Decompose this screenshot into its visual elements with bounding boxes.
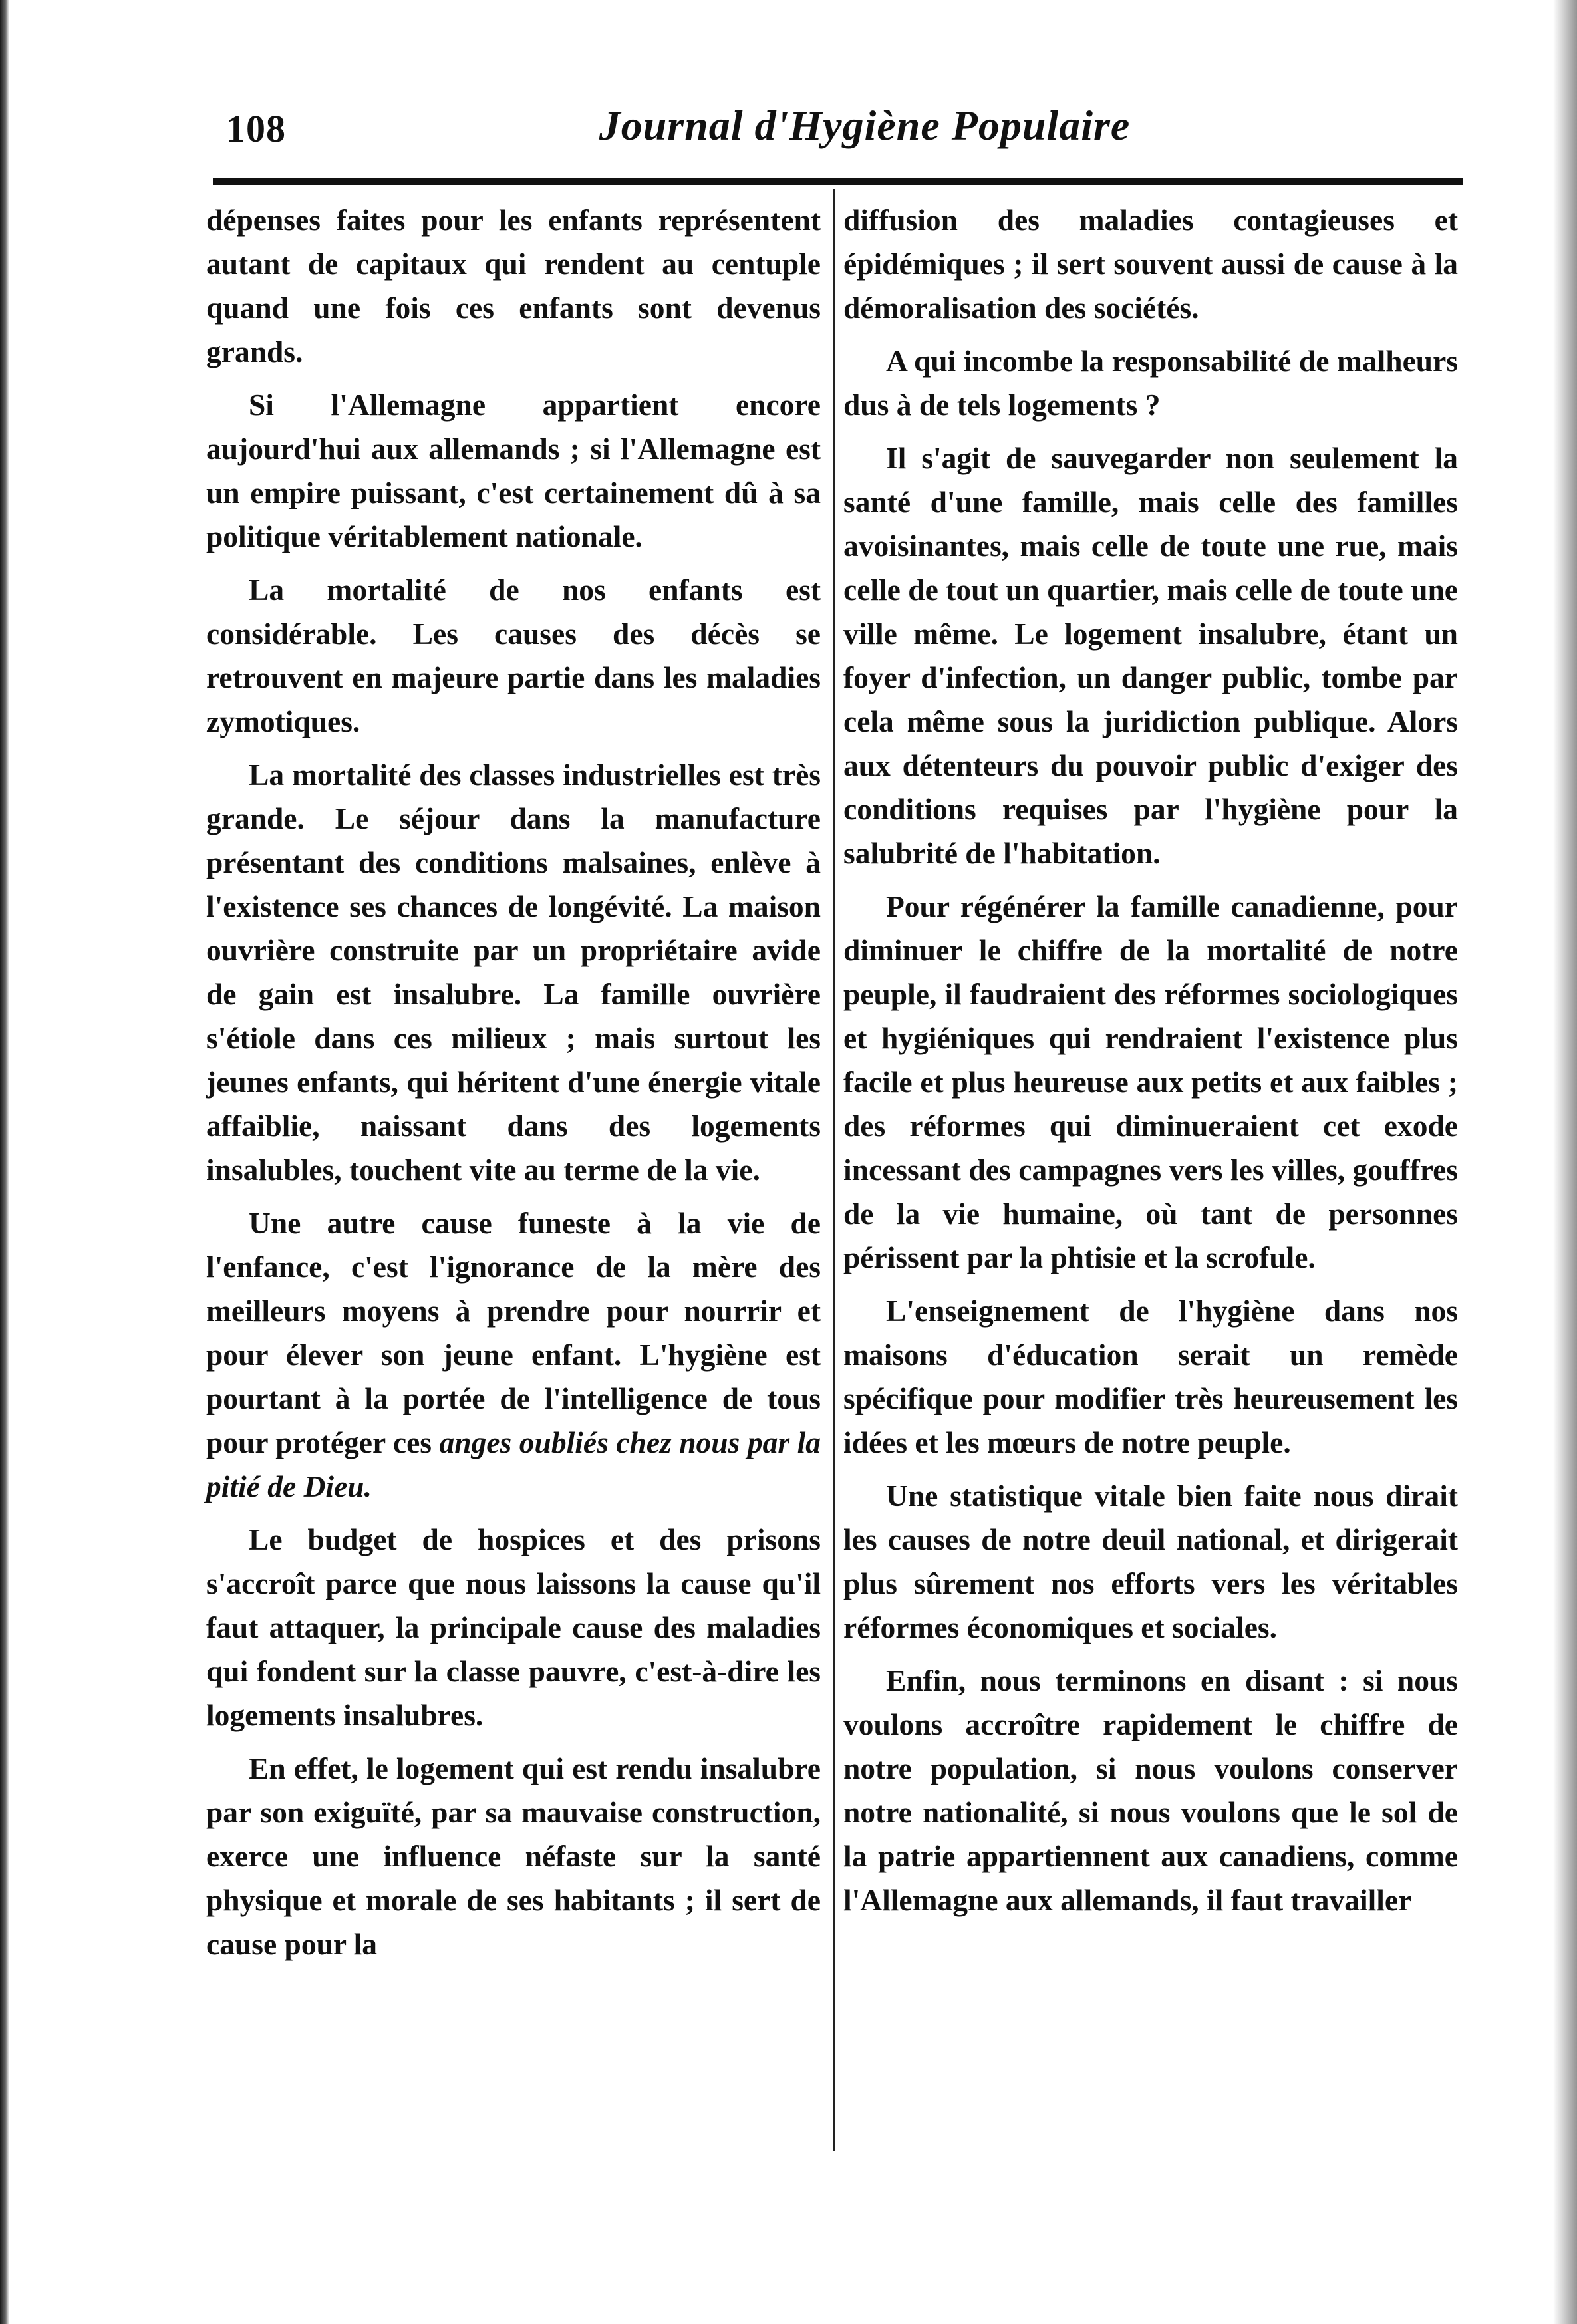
- emphasized-text: anges oubliés chez nous par la pitié de Dieu.: [206, 1425, 821, 1503]
- paragraph-with-emphasis: [206, 1201, 821, 1509]
- paragraph: Enfin, nous terminons en disant : si nous voulons accroître rapidement le chiffre de notre population, si nous voulons conserver notre nationalité, si nous voulons que le sol de la patrie appartiennent aux canadiens, comme l'Allemagne aux allemands, il faut travailler: [843, 1664, 1458, 1917]
- paragraph-text: Une autre cause funeste à la vie de l'enfance, c'est l'ignorance de la mère des meilleurs moyens à prendre pour nourrir et pour élever son jeune enfant. L'hygiène est pourtant à la portée de l'intelligence de tous pour protéger ces: [206, 1206, 821, 1459]
- running-head: [200, 93, 1477, 166]
- paragraph: Une statistique vitale bien faite nous dirait les causes de notre deuil national, et dirigerait plus sûrement nos efforts vers les véritables réformes économiques et sociales.: [843, 1479, 1458, 1644]
- page-number: 108: [226, 107, 286, 150]
- paragraph: La mortalité des classes industrielles est très grande. Le séjour dans la manufacture présentant des conditions malsaines, enlève à l'existence ses chances de longévité. La maison ouvrière construite par un propriétaire avide de gain est insalubre. La famille ouvrière s'étiole dans ces milieux ; mais surtout les jeunes enfants, qui héritent d'une énergie vitale affaiblie, naissant dans des logements insalubles, touchent vite au terme de la vie.: [206, 758, 821, 1187]
- column-divider: [833, 189, 835, 2151]
- journal-title: Journal d'Hygiène Populaire: [599, 102, 1131, 149]
- paragraph: Pour régénérer la famille canadienne, pour diminuer le chiffre de la mortalité de notre peuple, il faudraient des réformes sociologiques et hygiéniques qui rendraient l'existence plus facile et plus heureuse aux petits et aux faibles ; des réformes qui diminueraient cet exode incessant des campagnes vers les villes, gouffres de la vie humaine, où tant de personnes périssent par la phtisie et la scrofule.: [843, 889, 1458, 1274]
- paragraph: diffusion des maladies contagieuses et épidémiques ; il sert souvent aussi de cause à la démoralisation des sociétés.: [843, 203, 1458, 325]
- paragraph: A qui incombe la responsabilité de malheurs dus à de tels logements ?: [843, 344, 1458, 422]
- right-column: [843, 198, 1458, 1922]
- paragraph: dépenses faites pour les enfants représentent autant de capitaux qui rendent au centuple quand une fois ces enfants sont devenus grands.: [206, 203, 821, 368]
- page-edge-shadow-left: [0, 0, 9, 2324]
- paragraph: En effet, le logement qui est rendu insalubre par son exiguïté, par sa mauvaise construction, exerce une influence néfaste sur la santé physique et morale de ses habitants ; il sert de cause pour la: [206, 1751, 821, 1961]
- header-rule: [213, 178, 1463, 185]
- left-column: [206, 198, 821, 1966]
- paragraph: Le budget de hospices et des prisons s'accroît parce que nous laissons la cause qu'il faut attaquer, la principale cause des maladies qui fondent sur la classe pauvre, c'est-à-dire les logements insalubres.: [206, 1523, 821, 1732]
- paragraph: Il s'agit de sauvegarder non seulement la santé d'une famille, mais celle des familles avoisinantes, mais celle de toute une rue, mais celle de tout un quartier, mais celle de toute une ville même. Le logement insalubre, étant un foyer d'infection, un danger public, tombe par cela même sous la juridiction publique. Alors aux détenteurs du pouvoir public d'exiger des conditions requises par l'hygiène pour la salubrité de l'habitation.: [843, 441, 1458, 870]
- paragraph: Si l'Allemagne appartient encore aujourd'hui aux allemands ; si l'Allemagne est un empire puissant, c'est certainement dû à sa politique véritablement nationale.: [206, 388, 821, 553]
- paragraph: L'enseignement de l'hygiène dans nos maisons d'éducation serait un remède spécifique pour modifier très heureusement les idées et les mœurs de notre peuple.: [843, 1294, 1458, 1459]
- paragraph: La mortalité de nos enfants est considérable. Les causes des décès se retrouvent en majeure partie dans les maladies zymotiques.: [206, 573, 821, 738]
- page-edge-shadow-right: [1550, 0, 1577, 2324]
